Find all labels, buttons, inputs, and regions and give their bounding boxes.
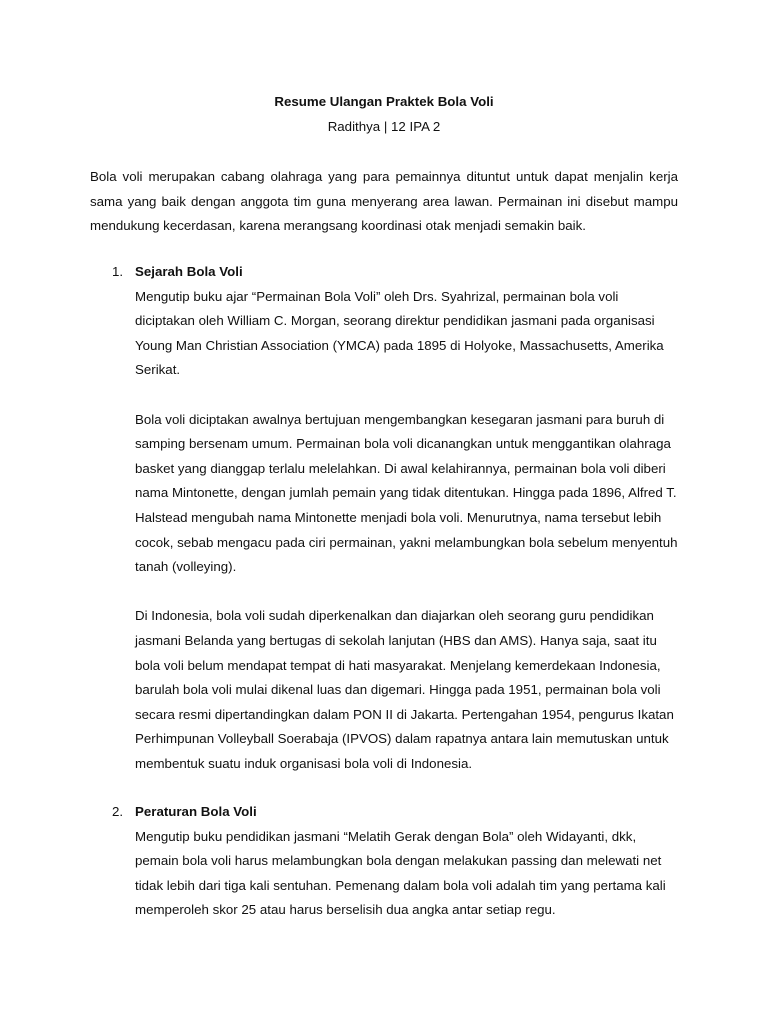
section-paragraph: Mengutip buku pendidikan jasmani “Melatih Gerak dengan Bola” oleh Widayanti, dkk, pemain bola voli harus melambungkan bola dengan melakukan passing dan melewati net tidak lebih dari tiga kali sentuhan. Pemenang dalam bola voli adalah tim yang pertama kali memperoleh skor 25 atau harus berselisih dua angka antar setiap regu. (135, 828, 666, 918)
section-number: 2. (112, 804, 124, 819)
section-sejarah (90, 260, 678, 776)
section-heading (90, 260, 678, 285)
document-subtitle: Radithya | 12 IPA 2 (327, 119, 441, 134)
document-title: Resume Ulangan Praktek Bola Voli (274, 94, 494, 109)
section-heading (90, 800, 678, 825)
section-paragraph: Di Indonesia, bola voli sudah diperkenalkan dan diajarkan oleh seorang guru pendidikan jasmani Belanda yang bertugas di sekolah lanjutan (HBS dan AMS). Hanya saja, saat itu bola voli belum mendapat tempat di hati masyarakat. Menjelang kemerdekaan Indonesia, barulah bola voli mulai dikenal luas dan digemari. Hingga pada 1951, permainan bola voli secara resmi dipertandingkan dalam PON II di Jakarta. Pertengahan 1954, pengurus Ikatan Perhimpunan Volleyball Soerabaja (IPVOS) dalam rapatnya antara lain memutuskan untuk membentuk suatu induk organisasi bola voli di Indonesia. (135, 608, 674, 771)
intro-paragraph: Bola voli merupakan cabang olahraga yang para pemainnya dituntut untuk dapat menjalin kerja sama yang baik dengan anggota tim guna menyerang area lawan. Permainan ini disebut mampu mendukung kecerdasan, karena merangsang koordinasi otak menjadi semakin baik. (90, 169, 678, 234)
section-title: Peraturan Bola Voli (135, 804, 257, 819)
section-number: 1. (112, 264, 124, 279)
section-peraturan (90, 800, 678, 923)
section-paragraph: Bola voli diciptakan awalnya bertujuan mengembangkan kesegaran jasmani para buruh di samping bersenam umum. Permainan bola voli dicanangkan untuk menggantikan olahraga basket yang dianggap terlalu melelahkan. Di awal kelahirannya, permainan bola voli diberi nama Mintonette, dengan jumlah pemain yang tidak ditentukan. Hingga pada 1896, Alfred T. Halstead mengubah nama Mintonette menjadi bola voli. Menurutnya, nama tersebut lebih cocok, sebab mengacu pada ciri permainan, yakni melambungkan bola sebelum menyentuh tanah (volleying). (135, 411, 678, 575)
section-title: Sejarah Bola Voli (135, 264, 243, 279)
section-paragraph: Mengutip buku ajar “Permainan Bola Voli” oleh Drs. Syahrizal, permainan bola voli diciptakan oleh William C. Morgan, seorang direktur pendidikan jasmani pada organisasi Young Man Christian Association (YMCA) pada 1895 di Holyoke, Massachusetts, Amerika Serikat. (135, 288, 664, 378)
